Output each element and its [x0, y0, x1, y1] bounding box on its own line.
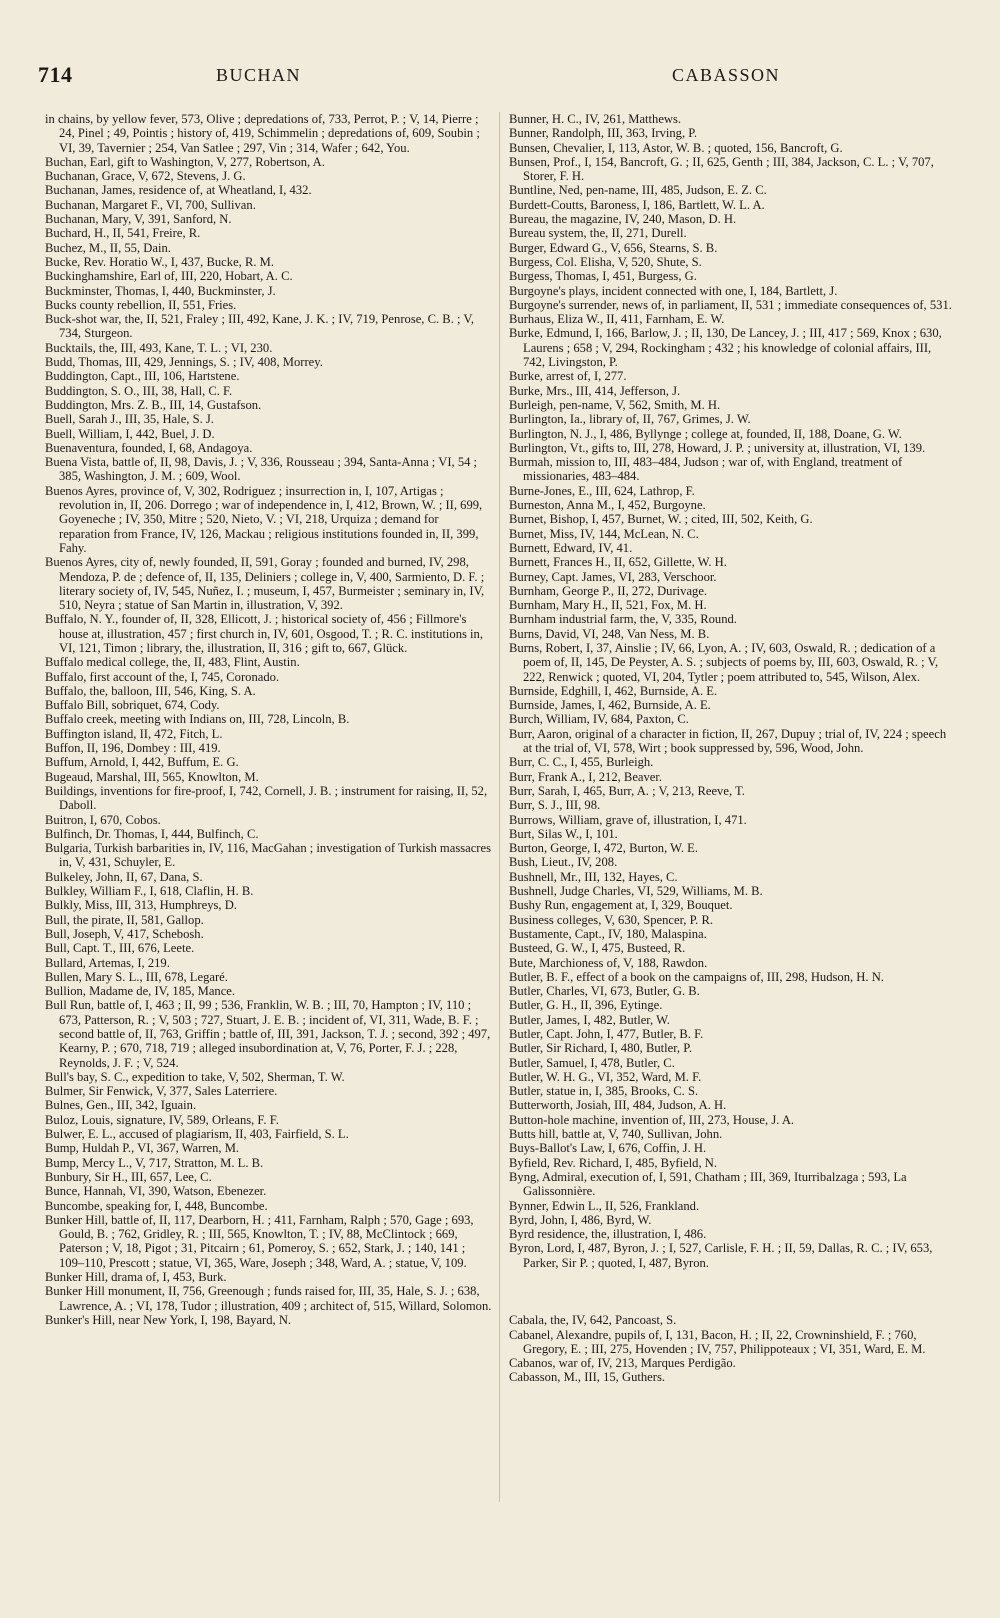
- index-entry: Burr, Sarah, I, 465, Burr, A. ; V, 213, Reeve, T.: [509, 783, 745, 798]
- index-entry: Bunsen, Prof., I, 154, Bancroft, G. ; II, 625, Genth ; III, 384, Jackson, C. L. ; V, 707, Storer, F. H.: [509, 154, 934, 184]
- index-entry: Bullard, Artemas, I, 219.: [45, 955, 170, 970]
- index-entry: Bulkly, Miss, III, 313, Humphreys, D.: [45, 898, 237, 913]
- index-entry: Bunker's Hill, near New York, I, 198, Bayard, N.: [45, 1312, 292, 1327]
- index-entry: Buck-shot war, the, II, 521, Fraley ; III, 492, Kane, J. K. ; IV, 719, Penrose, C. B. ; V, 734, Sturgeon.: [45, 312, 475, 341]
- index-entry: Bull's bay, S. C., expedition to take, V, 502, Sherman, T. W.: [45, 1069, 345, 1084]
- index-entry: Bulfinch, Dr. Thomas, I, 444, Bulfinch, C.: [45, 826, 259, 841]
- index-entry: Buffalo medical college, the, II, 483, Flint, Austin.: [45, 655, 300, 670]
- index-entry: Bunner, H. C., IV, 261, Matthews.: [509, 112, 682, 126]
- index-entry: Bunsen, Chevalier, I, 113, Astor, W. B. ; quoted, 156, Bancroft, G.: [509, 140, 843, 155]
- index-entry: Buddington, Mrs. Z. B., III, 14, Gustafson.: [45, 397, 262, 412]
- index-entry: Buffon, II, 196, Dombey : III, 419.: [45, 741, 221, 756]
- index-entry: Butts hill, battle at, V, 740, Sullivan, John.: [509, 1127, 723, 1142]
- index-entry: Buffum, Arnold, I, 442, Buffum, E. G.: [45, 755, 239, 770]
- index-entry: Byron, Lord, I, 487, Byron, J. ; I, 527, Carlisle, F. H. ; II, 59, Dallas, R. C. ; IV, 653, Parker, Sir P. ; quoted, I, 487, Byron.: [509, 1241, 933, 1270]
- index-entry: Burnham, George P., II, 272, Durivage.: [509, 583, 708, 598]
- index-entry: Burnett, Edward, IV, 41.: [509, 540, 633, 555]
- index-entry: Bunker Hill, drama of, I, 453, Burk.: [45, 1270, 227, 1285]
- section-gap: [509, 1283, 956, 1301]
- index-entry: Buchanan, Mary, V, 391, Sanford, N.: [45, 212, 232, 227]
- index-entry: Buenaventura, founded, I, 68, Andagoya.: [45, 440, 253, 455]
- index-entry: Burnham, Mary H., II, 521, Fox, M. H.: [509, 598, 707, 613]
- index-entry: Buffalo Bill, sobriquet, 674, Cody.: [45, 698, 220, 713]
- index-entry: Burnett, Frances H., II, 652, Gillette, W. H.: [509, 555, 727, 570]
- index-entry: Burger, Edward G., V, 656, Stearns, S. B.: [509, 240, 718, 255]
- index-entry: Bump, Mercy L., V, 717, Stratton, M. L. B.: [45, 1155, 264, 1170]
- index-entry: Burgess, Col. Elisha, V, 520, Shute, S.: [509, 254, 702, 269]
- index-entry: Buenos Ayres, city of, newly founded, II, 591, Goray ; founded and burned, IV, 298, Mendoza, P. de ; defence of, II, 135, Deliniers ; college in, V, 400, Sarmiento, D. F. ; literary society of, IV, 545, Nuñez, I. ; museum, I, 457, Burmeister ; seminary in, IV, 510, Neyra ; statue of San Martin in, illustration, V, 392.: [45, 555, 485, 613]
- index-column-left: [45, 112, 492, 1327]
- index-entry: Bunce, Hannah, VI, 390, Watson, Ebenezer.: [45, 1184, 267, 1199]
- index-entry: Burns, David, VI, 248, Van Ness, M. B.: [509, 626, 710, 641]
- index-entry: Bulgaria, Turkish barbarities in, IV, 116, MacGahan ; investigation of Turkish massacres in, V, 431, Schuyler, E.: [45, 841, 491, 870]
- running-head-right: CABASSON: [672, 65, 781, 85]
- index-entry: Butler, W. H. G., VI, 352, Ward, M. F.: [509, 1069, 702, 1084]
- index-entry: Burton, George, I, 472, Burton, W. E.: [509, 841, 699, 856]
- index-entry: Butler, James, I, 482, Butler, W.: [509, 1012, 670, 1027]
- index-entry: Bush, Lieut., IV, 208.: [509, 855, 618, 870]
- index-entry: Butler, Charles, VI, 673, Butler, G. B.: [509, 984, 700, 999]
- index-entry: Bushy Run, engagement at, I, 329, Bouquet.: [509, 898, 733, 913]
- index-entry: Bull, Joseph, V, 417, Schebosh.: [45, 926, 204, 941]
- index-entry: Bucks county rebellion, II, 551, Fries.: [45, 297, 237, 312]
- index-entry: Butler, Sir Richard, I, 480, Butler, P.: [509, 1041, 692, 1056]
- index-entry: Burlington, N. J., I, 486, Byllynge ; college at, founded, II, 188, Doane, G. W.: [509, 426, 902, 441]
- index-entry: Busteed, G. W., I, 475, Busteed, R.: [509, 941, 686, 956]
- index-entry: Burlington, Vt., gifts to, III, 278, Howard, J. P. ; university at, illustration, VI, 139.: [509, 440, 926, 455]
- index-entry: Buffington island, II, 472, Fitch, L.: [45, 726, 223, 741]
- index-entry: Burdett-Coutts, Baroness, I, 186, Bartlett, W. L. A.: [509, 197, 765, 212]
- index-entry: Burke, Mrs., III, 414, Jefferson, J.: [509, 383, 681, 398]
- index-entry: Burr, Frank A., I, 212, Beaver.: [509, 769, 663, 784]
- index-entry: Buena Vista, battle of, II, 98, Davis, J. ; V, 336, Rousseau ; 394, Santa-Anna ; VI, 54 ; 385, Washington, J. M. ; 609, Wool.: [45, 455, 478, 484]
- index-entry: Bushnell, Mr., III, 132, Hayes, C.: [509, 869, 678, 884]
- index-entry: Burnside, Edghill, I, 462, Burnside, A. E.: [509, 683, 718, 698]
- index-entry: Burch, William, IV, 684, Paxton, C.: [509, 712, 689, 727]
- index-entry: Burne-Jones, E., III, 624, Lathrop, F.: [509, 483, 695, 498]
- index-entry: Buitron, I, 670, Cobos.: [45, 812, 161, 827]
- index-entry: Burnet, Miss, IV, 144, McLean, N. C.: [509, 526, 699, 541]
- index-entry: Bushnell, Judge Charles, VI, 529, Williams, M. B.: [509, 884, 763, 899]
- index-entry: Bustamente, Capt., IV, 180, Malaspina.: [509, 926, 707, 941]
- index-entry: Burneston, Anna M., I, 452, Burgoyne.: [509, 498, 706, 513]
- index-entry: Bucktails, the, III, 493, Kane, T. L. ; VI, 230.: [45, 340, 273, 355]
- index-entry: Burgoyne's surrender, news of, in parliament, II, 531 ; immediate consequences of, 531.: [509, 297, 952, 312]
- index-entry: Buchanan, Grace, V, 672, Stevens, J. G.: [45, 169, 246, 184]
- index-entry: Buffalo, first account of the, I, 745, Coronado.: [45, 669, 280, 684]
- index-entry: Buchan, Earl, gift to Washington, V, 277, Robertson, A.: [45, 154, 325, 169]
- index-entry: Burlington, Ia., library of, II, 767, Grimes, J. W.: [509, 412, 751, 427]
- index-entry: Buncombe, speaking for, I, 448, Buncombe.: [45, 1198, 268, 1213]
- index-entry: Buchard, H., II, 541, Freire, R.: [45, 226, 201, 241]
- index-entry: Button-hole machine, invention of, III, 273, House, J. A.: [509, 1112, 795, 1127]
- index-entry: Buildings, inventions for fire-proof, I, 742, Cornell, J. B. ; instrument for raising, II, 52, Daboll.: [45, 783, 488, 813]
- index-entry: Buffalo creek, meeting with Indians on, III, 728, Lincoln, B.: [45, 712, 350, 727]
- index-entry: Cabasson, M., III, 15, Guthers.: [509, 1370, 666, 1385]
- index-entry: Bullion, Madame de, IV, 185, Mance.: [45, 984, 236, 999]
- index-entry: Cabanos, war of, IV, 213, Marques Perdigão.: [509, 1356, 736, 1371]
- index-entry: Bynner, Edwin L., II, 526, Frankland.: [509, 1198, 700, 1213]
- index-entry: Bulmer, Sir Fenwick, V, 377, Sales Laterriere.: [45, 1084, 278, 1099]
- running-head-left: BUCHAN: [216, 65, 302, 85]
- index-entry: Butler, B. F., effect of a book on the campaigns of, III, 298, Hudson, H. N.: [509, 969, 884, 984]
- index-entry: Butler, Capt. John, I, 477, Butler, B. F.: [509, 1027, 704, 1041]
- index-entry: Burgess, Thomas, I, 451, Burgess, G.: [509, 269, 697, 284]
- index-entry: Bugeaud, Marshal, III, 565, Knowlton, M.: [45, 769, 259, 784]
- index-entry: Burnet, Bishop, I, 457, Burnet, W. ; cited, III, 502, Keith, G.: [509, 512, 813, 527]
- index-entry: Cabala, the, IV, 642, Pancoast, S.: [509, 1313, 677, 1328]
- index-entry: Buffalo, the, balloon, III, 546, King, S. A.: [45, 683, 256, 698]
- index-entry: Butler, Samuel, I, 478, Butler, C.: [509, 1055, 675, 1070]
- index-entry: in chains, by yellow fever, 573, Olive ; depredations of, 733, Perrot, P. ; V, 14, Pierre ; 24, Pinel ; 49, Pointis ; history of, 419, Schimmelin ; depredations of, 609, Soubin ; VI, 39, Tavernier ; 254, Van Satlee ; 297, Vin ; 314, Wafer ; 642, You.: [45, 112, 480, 155]
- index-entry: Buchez, M., II, 55, Dain.: [45, 240, 171, 255]
- index-entry: Buloz, Louis, signature, IV, 589, Orleans, F. F.: [45, 1112, 279, 1127]
- index-entry: Byrd, John, I, 486, Byrd, W.: [509, 1212, 652, 1227]
- index-entry: Butler, statue in, I, 385, Brooks, C. S.: [509, 1084, 699, 1099]
- index-entry: Buckminster, Thomas, I, 440, Buckminster, J.: [45, 283, 276, 298]
- index-entry: Butterworth, Josiah, III, 484, Judson, A. H.: [509, 1098, 727, 1113]
- index-column-right: [509, 112, 956, 1385]
- column-divider: [499, 112, 500, 1502]
- index-entry: Buell, William, I, 442, Buel, J. D.: [45, 426, 215, 441]
- index-entry: Byrd residence, the, illustration, I, 486.: [509, 1227, 707, 1242]
- index-entry: Burney, Capt. James, VI, 283, Verschoor.: [509, 569, 717, 584]
- index-entry: Bull Run, battle of, I, 463 ; II, 99 ; 536, Franklin, W. B. ; III, 70, Hampton ; IV, 110 ; 673, Patterson, R. ; V, 503 ; 727, Stuart, J. E. B. ; incident of, VI, 311, Wade, B. F. ; second battle of, II, 763, Griffin ; battle of, III, 391, Jackson, T. J. ; second, 392 ; 497, Kearny, P. ; 670, 718, 719 ; alleged insubordination at, V, 76, Porter, F. J. ; 228, Reynolds, J. F. ; V, 524.: [45, 998, 491, 1070]
- index-entry: Business colleges, V, 630, Spencer, P. R.: [509, 912, 714, 927]
- index-entry: Bunker Hill, battle of, II, 117, Dearborn, H. ; 411, Farnham, Ralph ; 570, Gage ; 693, Gould, B. ; 762, Gridley, R. ; III, 565, Knowlton, T. ; IV, 88, McClintock ; 669, Paterson ; V, 18, Pigot ; 31, Pitcairn ; 61, Pomeroy, S. ; 652, Stark, J. ; 140, 141 ; 109–110, Prescott ; statue, VI, 365, Ware, Joseph ; 348, Ward, A. ; statue, V, 109.: [45, 1212, 474, 1270]
- index-entry: Bull, the pirate, II, 581, Gallop.: [45, 912, 204, 927]
- index-entry: Burnside, James, I, 462, Burnside, A. E.: [509, 698, 711, 713]
- index-entry: Buchanan, James, residence of, at Wheatland, I, 432.: [45, 183, 312, 198]
- index-entry: Bulkeley, John, II, 67, Dana, S.: [45, 869, 203, 884]
- index-entry: Bute, Marchioness of, V, 188, Rawdon.: [509, 955, 708, 970]
- index-entry: Burnham industrial farm, the, V, 335, Round.: [509, 612, 737, 627]
- index-entry: Bureau, the magazine, IV, 240, Mason, D. H.: [509, 212, 737, 227]
- index-entry: Cabanel, Alexandre, pupils of, I, 131, Bacon, H. ; II, 22, Crowninshield, F. ; 760, Gregory, E. ; III, 275, Hovenden ; IV, 757, Philippoteaux ; VI, 351, Ward, E. M.: [509, 1327, 926, 1356]
- index-entry: Buys-Ballot's Law, I, 676, Coffin, J. H.: [509, 1141, 707, 1156]
- index-entry: Butler, G. H., II, 396, Eytinge.: [509, 998, 663, 1013]
- index-entry: Bunker Hill monument, II, 756, Greenough ; funds raised for, III, 35, Hale, S. J. ; 638, Lawrence, A. ; VI, 178, Tudor ; illustration, 409 ; architect of, 515, Willard, Solomon.: [45, 1284, 492, 1313]
- index-entry: Burt, Silas W., I, 101.: [509, 826, 618, 841]
- index-entry: Burr, S. J., III, 98.: [509, 798, 601, 813]
- index-entry: Byng, Admiral, execution of, I, 591, Chatham ; III, 369, Iturribalzaga ; 593, La Galissonnière.: [509, 1169, 907, 1199]
- index-entry: Buntline, Ned, pen-name, III, 485, Judson, E. Z. C.: [509, 183, 767, 198]
- index-entry: Burleigh, pen-name, V, 562, Smith, M. H.: [509, 397, 721, 412]
- index-entry: Buckinghamshire, Earl of, III, 220, Hobart, A. C.: [45, 269, 293, 284]
- index-entry: Bull, Capt. T., III, 676, Leete.: [45, 941, 195, 956]
- index-entry: Bunner, Randolph, III, 363, Irving, P.: [509, 126, 698, 141]
- page-number: 714: [38, 62, 73, 87]
- index-entry: Buenos Ayres, province of, V, 302, Rodriguez ; insurrection in, I, 107, Artigas ; revolution in, II, 206. Dorrego ; war of independence in, I, 412, Brown, W. ; II, 699, Goyeneche ; IV, 350, Mitre ; 520, Nieto, V. ; VI, 218, Urquiza ; demand for reparation from France, IV, 126, Mackau ; religious institutions founded in, II, 399, Fahy.: [45, 483, 483, 555]
- index-entry: Buffalo, N. Y., founder of, II, 328, Ellicott, J. ; historical society of, 456 ; Fillmore's house at, illustration, 457 ; first church in, IV, 601, Osgood, T. ; R. C. institutions in, VI, 121, Timon ; library, the, illustration, II, 316 ; gift to, 667, Glück.: [45, 612, 483, 655]
- index-entry: Buddington, S. O., III, 38, Hall, C. F.: [45, 383, 233, 398]
- index-entry: Buchanan, Margaret F., VI, 700, Sullivan.: [45, 197, 256, 212]
- index-entry: Bunbury, Sir H., III, 657, Lee, C.: [45, 1169, 212, 1184]
- index-entry: Burke, arrest of, I, 277.: [509, 369, 627, 384]
- index-entry: Burrows, William, grave of, illustration, I, 471.: [509, 812, 747, 827]
- index-entry: Burns, Robert, I, 37, Ainslie ; IV, 66, Lyon, A. ; IV, 603, Oswald, R. ; dedication of a poem of, II, 145, De Peyster, A. S. ; subjects of poems by, III, 603, Oswald, R. ; V, 222, Renwick ; quoted, VI, 204, Tytler ; poem attributed to, 545, Wilson, Alex.: [509, 640, 939, 684]
- index-entry: Burke, Edmund, I, 166, Barlow, J. ; II, 130, De Lancey, J. ; III, 417 ; 569, Knox ; 630, Laurens ; 658 ; V, 294, Rockingham ; 432 ; his knowledge of colonial affairs, III, 742, Livingston, P.: [509, 326, 942, 370]
- index-entry: Bureau system, the, II, 271, Durell.: [509, 226, 687, 241]
- index-entry: Bulnes, Gen., III, 342, Iguain.: [45, 1098, 197, 1113]
- index-entry: Byfield, Rev. Richard, I, 485, Byfield, N.: [509, 1155, 717, 1170]
- index-entry: Buell, Sarah J., III, 35, Hale, S. J.: [45, 412, 214, 427]
- index-entry: Burmah, mission to, III, 483–484, Judson ; war of, with England, treatment of missionaries, 483–484.: [509, 455, 903, 484]
- index-entry: Budd, Thomas, III, 429, Jennings, S. ; IV, 408, Morrey.: [45, 355, 323, 370]
- index-entry: Bucke, Rev. Horatio W., I, 437, Bucke, R. M.: [45, 254, 274, 269]
- index-entry: Buddington, Capt., III, 106, Hartstene.: [45, 369, 240, 384]
- index-entry: Bump, Huldah P., VI, 367, Warren, M.: [45, 1141, 240, 1156]
- index-entry: Burhaus, Eliza W., II, 411, Farnham, E. W.: [509, 312, 725, 327]
- index-entry: Burr, Aaron, original of a character in fiction, II, 267, Dupuy ; trial of, IV, 224 ; speech at the trial of, VI, 578, Wirt ; book suppressed by, 596, Wood, John.: [509, 726, 947, 756]
- index-entry: Bulwer, E. L., accused of plagiarism, II, 403, Fairfield, S. L.: [45, 1127, 349, 1142]
- index-entry: Bullen, Mary S. L., III, 678, Legaré.: [45, 969, 228, 984]
- index-entry: Bulkley, William F., I, 618, Claflin, H. B.: [45, 884, 254, 899]
- index-entry: Burr, C. C., I, 455, Burleigh.: [509, 755, 654, 770]
- index-entry: Burgoyne's plays, incident connected with one, I, 184, Bartlett, J.: [509, 283, 838, 298]
